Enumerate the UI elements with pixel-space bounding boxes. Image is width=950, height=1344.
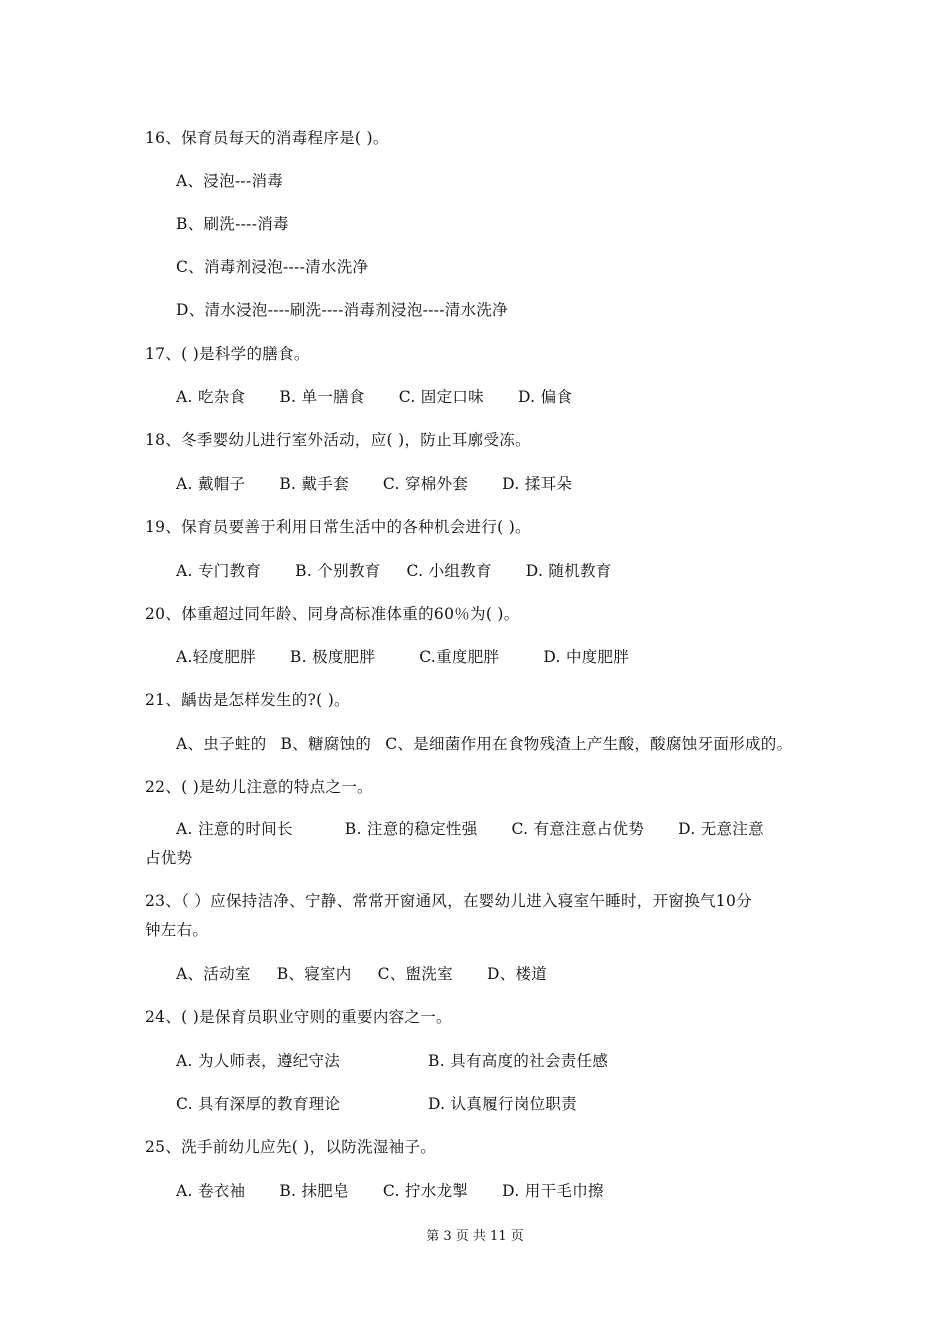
question-25-stem: 25、洗手前幼儿应先( )，以防洗湿袖子。 — [145, 1138, 437, 1156]
question-22-options — [145, 815, 815, 873]
question-20-option-a: A.轻度肥胖 — [176, 648, 256, 666]
question-16-option-b: B、刷洗----消毒 — [176, 215, 289, 233]
question-19-options — [176, 561, 612, 581]
question-18-option-b: B. 戴手套 — [279, 475, 349, 493]
question-16-option-a: A、浸泡---消毒 — [176, 172, 284, 190]
question-18-option-a: A. 戴帽子 — [176, 475, 246, 493]
question-25-option-b: B. 抹肥皂 — [279, 1182, 349, 1200]
question-25-options — [176, 1181, 604, 1201]
question-19-option-d: D. 随机教育 — [525, 562, 612, 580]
question-24-option-d: D. 认真履行岗位职责 — [428, 1095, 578, 1113]
page-number-footer: 第 3 页 共 11 页 — [426, 1229, 524, 1244]
question-18-option-d: D. 揉耳朵 — [502, 475, 573, 493]
question-24-stem: 24、( )是保育员职业守则的重要内容之一。 — [145, 1008, 452, 1026]
question-22-option-d-continued: 占优势 — [145, 849, 193, 867]
question-22-option-c: C. 有意注意占优势 — [511, 820, 645, 838]
question-22-option-d: D. 无意注意 — [678, 820, 765, 838]
question-17-option-d: D. 偏食 — [517, 388, 573, 406]
question-21-option-c: C、是细菌作用在食物残渣上产生酸，酸腐蚀牙面形成的。 — [385, 735, 793, 753]
question-20-option-b: B. 极度肥胖 — [289, 648, 376, 666]
question-22-option-b: B. 注意的稳定性强 — [344, 820, 478, 838]
question-25-option-a: A. 卷衣袖 — [176, 1182, 246, 1200]
question-23-option-c: C、盥洗室 — [377, 965, 453, 983]
question-23-stem-line-1: 23、（ ）应保持洁净、宁静、常常开窗通风，在婴幼儿进入寝室午睡时，开窗换气10分 — [145, 892, 752, 910]
question-19-option-b: B. 个别教育 — [295, 562, 381, 580]
question-17-stem: 17、( )是科学的膳食。 — [145, 345, 310, 363]
question-18-stem: 18、冬季婴幼儿进行室外活动，应( )，防止耳廓受冻。 — [145, 431, 531, 449]
question-20-option-d: D. 中度肥胖 — [543, 648, 630, 666]
question-21-option-a: A、虫子蛀的 — [176, 735, 267, 753]
question-19-option-c: C. 小组教育 — [406, 562, 492, 580]
question-17-options — [176, 387, 572, 407]
question-16-option-d: D、清水浸泡----刷洗----消毒剂浸泡----清水洗净 — [176, 301, 508, 319]
question-25-option-d: D. 用干毛巾擦 — [502, 1182, 604, 1200]
question-24-option-a: A. 为人师表，遵纪守法 — [176, 1052, 341, 1070]
question-17-option-a: A. 吃杂食 — [176, 388, 246, 406]
question-19-option-a: A. 专门教育 — [176, 562, 262, 580]
question-16-option-c: C、消毒剂浸泡----清水洗净 — [176, 258, 369, 276]
question-17-option-c: C. 固定口味 — [398, 388, 484, 406]
question-22-option-a: A. 注意的时间长 — [176, 820, 293, 838]
question-21-options — [176, 734, 792, 754]
question-23-option-b: B、寝室内 — [276, 965, 352, 983]
question-25-option-c: C. 拧水龙掣 — [382, 1182, 469, 1200]
question-23-stem — [145, 887, 815, 945]
question-23-stem-line-2: 钟左右。 — [145, 921, 209, 939]
question-23-option-d: D、楼道 — [486, 965, 548, 983]
question-24-option-c: C. 具有深厚的教育理论 — [176, 1095, 341, 1113]
question-24-option-b: B. 具有高度的社会责任感 — [428, 1052, 609, 1070]
question-20-stem: 20、体重超过同年龄、同身高标准体重的60％为( )。 — [145, 605, 520, 623]
question-18-options — [176, 474, 572, 494]
question-22-stem: 22、( )是幼儿注意的特点之一。 — [145, 778, 373, 796]
question-21-option-b: B、糖腐蚀的 — [280, 735, 372, 753]
question-20-options — [176, 647, 629, 667]
question-16-stem: 16、保育员每天的消毒程序是( )。 — [145, 129, 389, 147]
question-17-option-b: B. 单一膳食 — [279, 388, 365, 406]
question-21-stem: 21、龋齿是怎样发生的?( )。 — [145, 691, 350, 709]
question-20-option-c: C.重度肥胖 — [419, 648, 500, 666]
question-18-option-c: C. 穿棉外套 — [382, 475, 469, 493]
question-23-option-a: A、活动室 — [176, 965, 251, 983]
question-23-options — [176, 964, 547, 984]
question-19-stem: 19、保育员要善于利用日常生活中的各种机会进行( )。 — [145, 518, 531, 536]
